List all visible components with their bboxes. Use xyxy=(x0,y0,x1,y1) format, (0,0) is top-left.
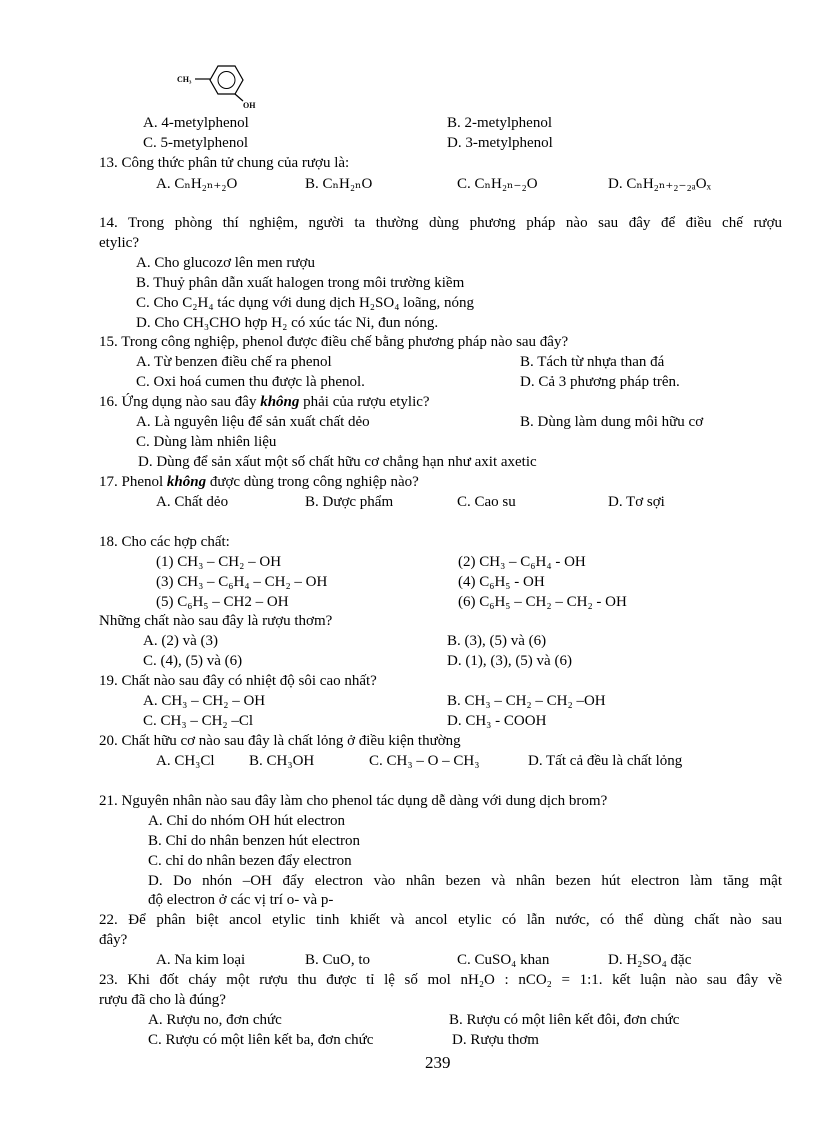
q14-stem-line1: 14. Trong phòng thí nghiệm, người ta thường dùng phương pháp nào sau đây để điều chế rượu xyxy=(99,215,782,231)
q17-option-c: C. Cao su xyxy=(457,494,516,510)
q15-option-d: D. Cả 3 phương pháp trên. xyxy=(520,374,680,390)
q22-stem-line1: 22. Để phân biệt ancol etylic tinh khiết và ancol etylic có lẫn nước, có thể dùng chất nào sau xyxy=(99,912,782,928)
q18-option-c: C. (4), (5) và (6) xyxy=(143,653,243,669)
q23-stem-line2: rượu đã cho là đúng? xyxy=(99,992,226,1008)
q21-option-c: C. chỉ do nhân bezen đẩy electron xyxy=(148,853,352,869)
q22-option-b: B. CuO, to xyxy=(305,952,371,968)
q23-option-d: D. Rượu thơm xyxy=(452,1032,539,1048)
q13-option-b: B. CₙH₂ₙO xyxy=(305,176,373,192)
q17-option-b: B. Dược phẩm xyxy=(305,494,394,510)
q20-option-b: B. CH₃OH xyxy=(249,753,315,769)
q18-stem: 18. Cho các hợp chất: xyxy=(99,534,230,550)
oh-label: OH xyxy=(243,101,256,110)
q23-stem-line1: 23. Khi đốt cháy một rượu thu được tỉ lệ số mol nH₂O : nCO₂ = 1:1. kết luận nào sau đây về xyxy=(99,972,782,988)
q12-option-b: B. 2-metylphenol xyxy=(447,115,552,131)
q18-option-d: D. (1), (3), (5) và (6) xyxy=(447,653,572,669)
q13-stem: 13. Công thức phân tử chung của rượu là: xyxy=(99,155,350,171)
q18-option-a: A. (2) và (3) xyxy=(143,633,218,649)
q20-option-a: A. CH₃Cl xyxy=(156,753,215,769)
q18-compound-5: (5) C₆H₅ – CH2 – OH xyxy=(156,594,289,610)
q12-option-a: A. 4-metylphenol xyxy=(143,115,249,131)
q16-option-a: A. Là nguyên liệu để sản xuất chất dẻo xyxy=(136,414,370,430)
q12-option-d: D. 3-metylphenol xyxy=(447,135,553,151)
q23-option-a: A. Rượu no, đơn chức xyxy=(148,1012,282,1028)
q15-option-a: A. Từ benzen điều chế ra phenol xyxy=(136,354,332,370)
q19-stem: 19. Chất nào sau đây có nhiệt độ sôi cao nhất? xyxy=(99,673,377,689)
q18-option-b: B. (3), (5) và (6) xyxy=(447,633,547,649)
q23-option-b: B. Rượu có một liên kết đôi, đơn chức xyxy=(449,1012,680,1028)
q13-option-d: D. CₙH₂ₙ₊₂₋₂ₐOₓ xyxy=(608,176,711,192)
q19-option-a: A. CH₃ – CH₂ – OH xyxy=(143,693,266,709)
q21-option-b: B. Chỉ do nhân benzen hút electron xyxy=(148,833,361,849)
q22-stem-line2: đây? xyxy=(99,932,128,948)
q19-option-d: D. CH₃ - COOH xyxy=(447,713,547,729)
q16-option-b: B. Dùng làm dung môi hữu cơ xyxy=(520,414,704,430)
q18-compound-1: (1) CH₃ – CH₂ – OH xyxy=(156,554,282,570)
q14-option-b: B. Thuỷ phân dẫn xuất halogen trong môi trường kiềm xyxy=(136,275,465,291)
q17-option-a: A. Chất dẻo xyxy=(156,494,229,510)
q13-option-c: C. CₙH₂ₙ₋₂O xyxy=(457,176,538,192)
q13-option-a: A. CₙH₂ₙ₊₂O xyxy=(156,176,238,192)
q17-option-d: D. Tơ sợi xyxy=(608,494,665,510)
page-number: 239 xyxy=(425,1053,451,1072)
q17-stem: 17. Phenol không được dùng trong công nghiệp nào? xyxy=(99,474,419,490)
q14-option-a: A. Cho glucozơ lên men rượu xyxy=(136,255,315,271)
q19-option-c: C. CH₃ – CH₂ –Cl xyxy=(143,713,254,729)
emphasis-khong: không xyxy=(260,394,300,410)
ch3-label: CH₃ xyxy=(177,75,192,84)
q12-option-c: C. 5-metylphenol xyxy=(143,135,248,151)
q20-option-c: C. CH₃ – O – CH₃ xyxy=(369,753,480,769)
q23-option-c: C. Rượu có một liên kết ba, đơn chức xyxy=(148,1032,374,1048)
q15-stem: 15. Trong công nghiệp, phenol được điều chế bằng phương pháp nào sau đây? xyxy=(99,334,569,350)
q21-option-d-line2: độ electron ở các vị trí o- và p- xyxy=(148,892,334,908)
methylphenol-structure xyxy=(175,58,265,110)
q15-option-c: C. Oxi hoá cumen thu được là phenol. xyxy=(136,374,365,390)
q22-option-c: C. CuSO₄ khan xyxy=(457,952,550,968)
q22-option-a: A. Na kim loại xyxy=(156,952,246,968)
emphasis-khong: không xyxy=(166,474,207,490)
q16-option-c: C. Dùng làm nhiên liệu xyxy=(136,434,277,450)
q14-option-d: D. Cho CH₃CHO hợp H₂ có xúc tác Ni, đun nóng. xyxy=(136,315,439,331)
q19-option-b: B. CH₃ – CH₂ – CH₂ –OH xyxy=(447,693,606,709)
q18-compound-3: (3) CH₃ – C₆H₄ – CH₂ – OH xyxy=(156,574,328,590)
q18-compound-6: (6) C₆H₅ – CH₂ – CH₂ - OH xyxy=(458,594,627,610)
q16-stem: 16. Ứng dụng nào sau đây không phải của rượu etylic? xyxy=(99,394,430,410)
q16-option-d: D. Dùng để sản xấut một số chất hữu cơ chẳng hạn như axit axetic xyxy=(138,454,537,470)
q15-option-b: B. Tách từ nhựa than đá xyxy=(520,354,665,370)
q21-option-d-line1: D. Do nhón –OH đẩy electron vào nhân bezen và nhân bezen hút electron làm tăng mật xyxy=(148,873,782,889)
q22-option-d: D. H₂SO₄ đặc xyxy=(608,952,692,968)
q21-option-a: A. Chỉ do nhóm OH hút electron xyxy=(148,813,346,829)
q18-compound-4: (4) C₆H₅ - OH xyxy=(458,574,545,590)
q20-option-d: D. Tất cả đều là chất lỏng xyxy=(528,753,683,769)
q20-stem: 20. Chất hữu cơ nào sau đây là chất lỏng ở điều kiện thường xyxy=(99,733,461,749)
q21-stem: 21. Nguyên nhân nào sau đây làm cho phenol tác dụng dễ dàng với dung dịch brom? xyxy=(99,793,608,809)
q18-compound-2: (2) CH₃ – C₆H₄ - OH xyxy=(458,554,586,570)
q14-stem-line2: etylic? xyxy=(99,235,139,251)
q14-option-c: C. Cho C₂H₄ tác dụng với dung dịch H₂SO₄ loãng, nóng xyxy=(136,295,475,311)
q18-question: Những chất nào sau đây là rượu thơm? xyxy=(99,613,333,629)
